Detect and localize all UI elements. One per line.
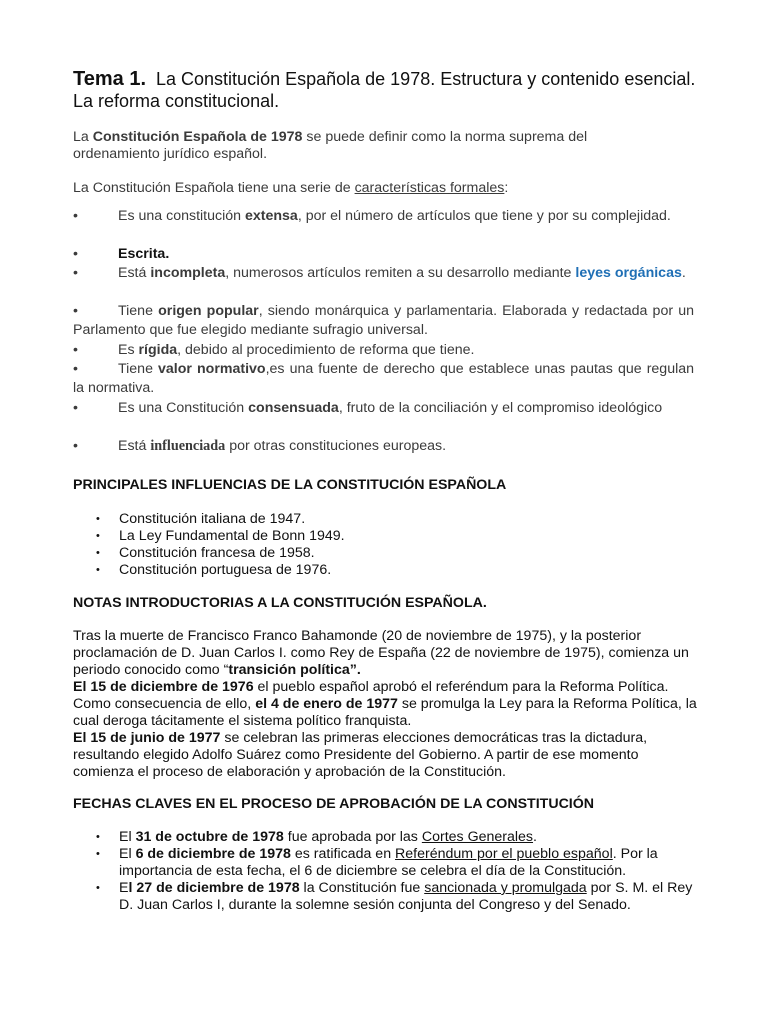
notas-p2-text1: el pueblo español aprobó el referéndum para la Reforma Política. Como consecuencia de ello,: [73, 679, 669, 712]
fechas-i1-link[interactable]: Cortes Generales: [421, 829, 534, 845]
feature-bold: Escrita.: [118, 246, 170, 262]
fechas-i2-mid: es ratificada en: [290, 846, 396, 862]
bullet-icon: •: [73, 400, 78, 416]
feature-item: [73, 341, 694, 360]
list-item: [96, 829, 696, 846]
intro-pre: La: [73, 129, 93, 145]
fechas-i2-end: . Por la importancia de esta fecha, el 6 de diciembre se celebra el día de la Constitución.: [119, 846, 658, 879]
fechas-i1-bold: 31 de octubre de 1978: [135, 829, 284, 845]
bullet-icon: •: [73, 265, 78, 281]
bullet-icon: •: [73, 246, 78, 262]
notas-p1-text: Tras la muerte de Francisco Franco Bahamonde (20 de noviembre de 1975), y la posterior proclamación de D. Juan Carlos I. como Rey de España (22 de noviembre de 1975), comienza un periodo conocido como “: [73, 628, 689, 678]
fechas-list: [96, 829, 696, 914]
feature-pre: Es una Constitución: [118, 400, 249, 416]
feature-pre: Tiene: [118, 303, 159, 319]
notas-p1-bold: transición política”.: [228, 662, 361, 678]
feature-bold: extensa: [244, 208, 298, 224]
caract-pre: La Constitución Española tiene una serie de: [73, 180, 355, 196]
fechas-i1-pre: El: [119, 829, 136, 845]
feature-pre: Es una constitución: [118, 208, 245, 224]
feature-item: [73, 302, 694, 340]
feature-bold: influenciada: [150, 438, 226, 454]
fechas-i3-mid: la Constitución fue: [299, 880, 425, 896]
feature-post: , numerosos artículos remiten a su desarrollo mediante: [225, 265, 576, 281]
intro-bold: Constitución Española de 1978: [92, 129, 303, 145]
fechas-i2-link[interactable]: Referéndum por el pueblo español: [395, 846, 613, 862]
section-heading-fechas: FECHAS CLAVES EN EL PROCESO DE APROBACIÓN DE LA CONSTITUCIÓN: [73, 796, 595, 812]
fechas-i3-bold: l 27 de diciembre de 1978: [128, 880, 300, 896]
intro-paragraph: [73, 129, 673, 163]
feature-bold: rígida: [138, 342, 178, 358]
notas-p2-bold1: El 15 de diciembre de 1976: [73, 679, 254, 695]
feature-bold: consensuada: [248, 400, 339, 416]
feature-item: [73, 264, 694, 283]
fechas-i1-mid: fue aprobada por las: [283, 829, 422, 845]
feature-end: .: [681, 265, 686, 281]
page-title: [73, 68, 713, 112]
caract-paragraph: [73, 180, 508, 197]
feature-link-leyes[interactable]: leyes orgánicas: [575, 265, 682, 281]
feature-pre: Es: [118, 342, 139, 358]
section-heading-notas: NOTAS INTRODUCTORIAS A LA CONSTITUCIÓN ESPAÑOLA.: [73, 595, 487, 611]
bullet-icon: •: [73, 208, 78, 224]
title-text: La Constitución Española de 1978. Estructura y contenido esencial. La reforma constitucional.: [73, 69, 696, 111]
feature-bold: origen popular: [158, 303, 259, 319]
caract-post: :: [504, 180, 509, 196]
list-item: • Constitución portuguesa de 1976.: [96, 562, 345, 579]
feature-item: [73, 245, 694, 264]
list-item: • Constitución francesa de 1958.: [96, 545, 345, 562]
list-item: • La Ley Fundamental de Bonn 1949.: [96, 528, 345, 545]
feature-post: , debido al procedimiento de reforma que tiene.: [177, 342, 475, 358]
caract-link[interactable]: características formales: [354, 180, 505, 196]
list-item: [96, 846, 696, 880]
feature-post: por otras constituciones europeas.: [225, 438, 447, 454]
feature-post: ,es una fuente de derecho que establece unas pautas que regulan la normativa.: [73, 361, 695, 396]
bullet-icon: •: [73, 342, 78, 358]
feature-item: [73, 399, 694, 418]
notas-p2-text2: se promulga la Ley para la Reforma Política, la cual deroga tácitamente el sistema político franquista.: [73, 696, 697, 729]
list-item: • Constitución italiana de 1947.: [96, 511, 345, 528]
notas-p2-bold2: el 4 de enero de 1977: [255, 696, 398, 712]
fechas-i2-bold: 6 de diciembre de 1978: [135, 846, 291, 862]
title-number: Tema 1.: [73, 68, 146, 90]
feature-pre: Está: [118, 265, 151, 281]
bullet-icon: •: [73, 438, 78, 454]
intro-post: se puede definir como la norma suprema del ordenamiento jurídico español.: [73, 129, 588, 162]
feature-bold: valor normativo: [158, 361, 266, 377]
notas-p3-text: se celebran las primeras elecciones democráticas tras la dictadura, resultando elegido Adolfo Suárez como Presidente del Gobierno. A partir de ese momento comienza el proceso de elaboración y aprobación de la Constitución.: [73, 730, 648, 780]
feature-post: , fruto de la conciliación y el compromiso ideológico: [338, 400, 663, 416]
notas-paragraph: [73, 628, 698, 781]
feature-pre: Tiene: [118, 361, 159, 377]
feature-bold: incompleta: [150, 265, 226, 281]
section-heading-influencias: PRINCIPALES INFLUENCIAS DE LA CONSTITUCIÓN ESPAÑOLA: [73, 477, 507, 493]
bullet-icon: •: [73, 361, 78, 377]
feature-post: , siendo monárquica y parlamentaria. Elaborada y redactada por un Parlamento que fue elegido mediante sufragio universal.: [73, 303, 695, 338]
fechas-i2-pre: El: [119, 846, 136, 862]
list-item: [96, 880, 696, 914]
fechas-i3-end: por S. M. el Rey D. Juan Carlos I, durante la solemne sesión conjunta del Congreso y del Senado.: [119, 880, 693, 913]
fechas-i1-end: .: [533, 829, 537, 845]
influencias-list: [96, 511, 345, 579]
bullet-icon: •: [73, 303, 78, 319]
feature-item: [73, 360, 694, 398]
feature-item: [73, 207, 694, 226]
feature-item: [73, 437, 694, 456]
notas-p3-bold: El 15 de junio de 1977: [73, 730, 221, 746]
feature-post: , por el número de artículos que tiene y por su complejidad.: [297, 208, 671, 224]
feature-pre: Está: [118, 438, 151, 454]
fechas-i3-pre: E: [119, 880, 129, 896]
fechas-i3-link[interactable]: sancionada y promulgada: [424, 880, 587, 896]
